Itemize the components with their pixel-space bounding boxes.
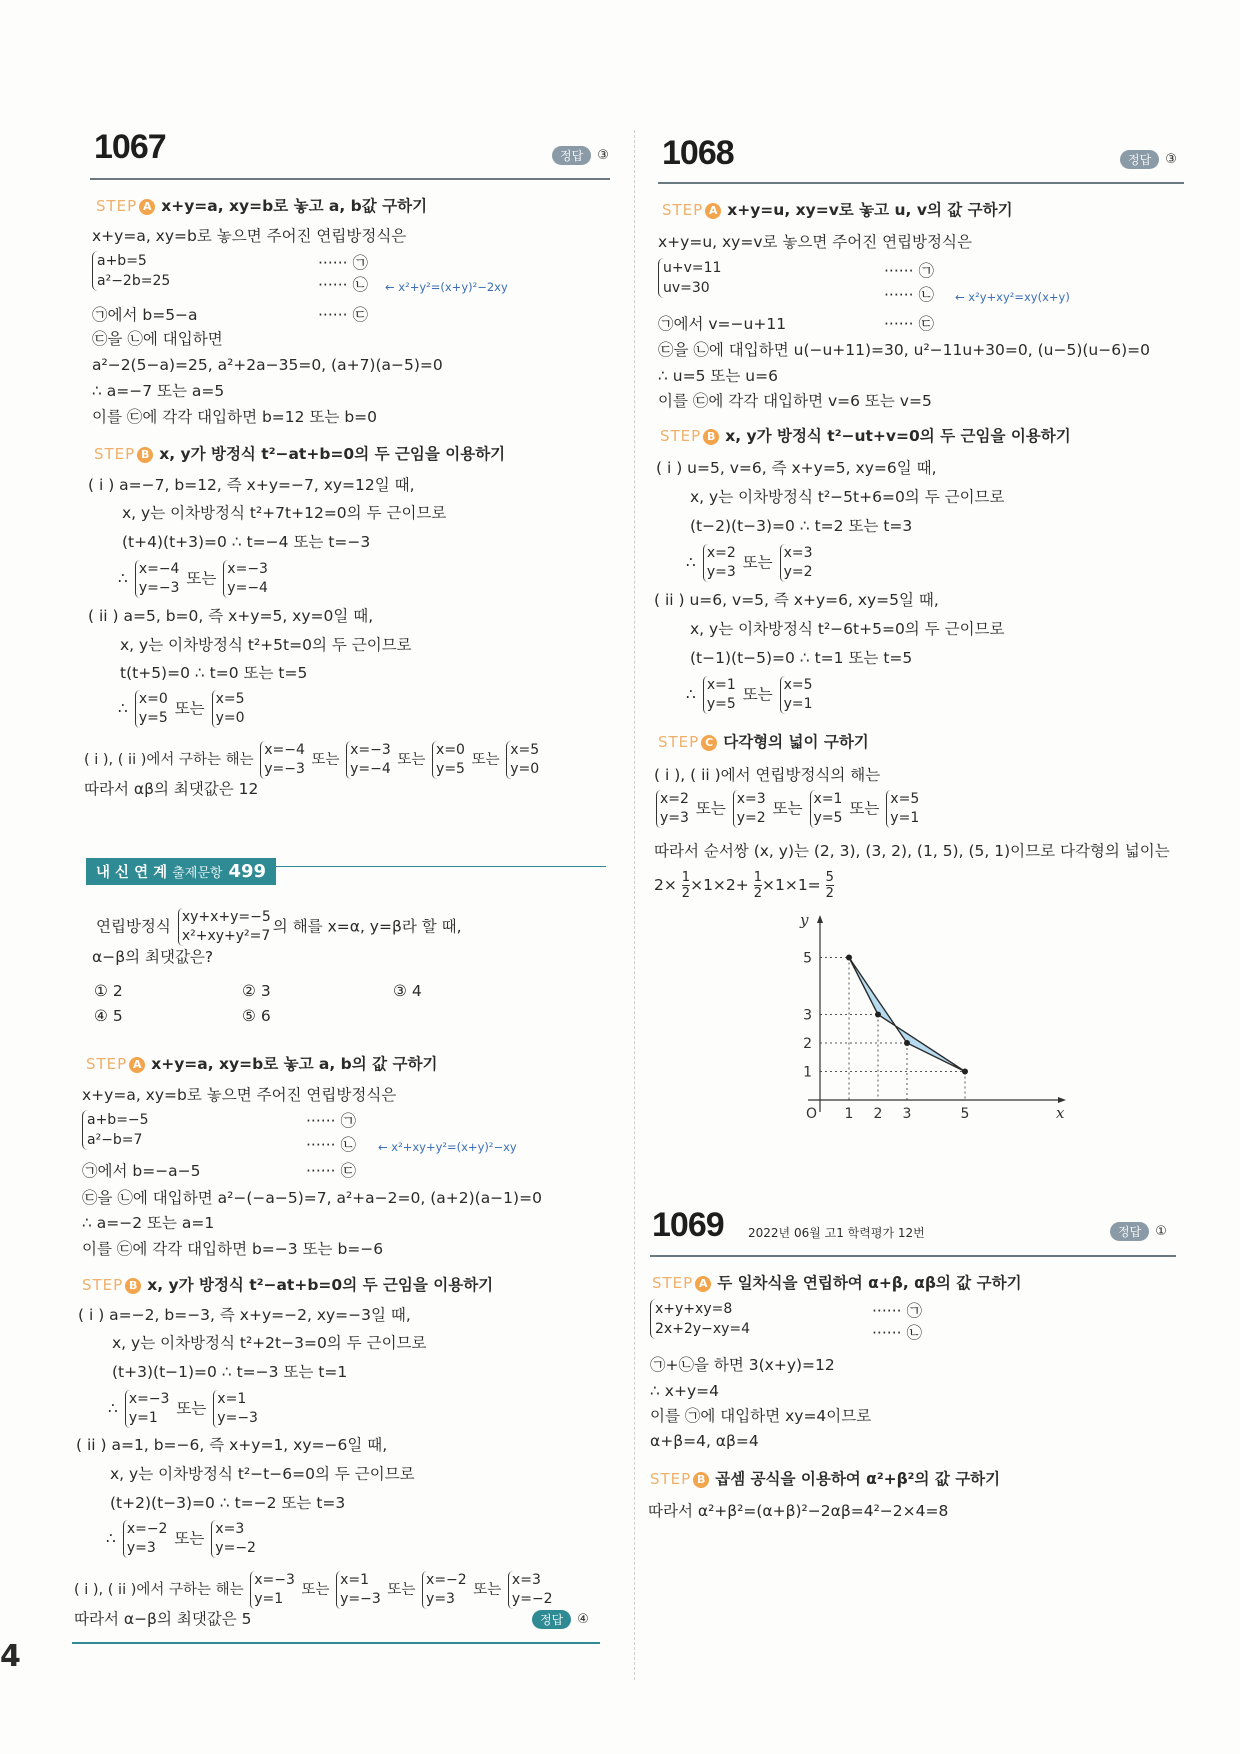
choice-3: ③ 4: [393, 982, 422, 1000]
line: x, y는 이차방정식 t²+5t=0의 두 근이므로: [120, 636, 412, 654]
line: x+y=a, xy=b로 놓으면 주어진 연립방정식은: [92, 227, 407, 245]
line: (t+4)(t+3)=0 ∴ t=−4 또는 t=−3: [122, 533, 371, 551]
formula-note: ← x²+y²=(x+y)²−2xy: [385, 280, 508, 294]
line: ∴ a=−2 또는 a=1: [82, 1214, 215, 1232]
x-axis-arrow: [1058, 1097, 1066, 1103]
step-c-1068: STEP C 다각형의 넓이 구하기: [658, 733, 869, 751]
answer-value: ①: [1155, 1224, 1167, 1239]
area-formula: $2\times \frac{1}{2}$ $\times 1\times 2+ \frac{1}{2}$ $\times 1\times 1= \frac{5}{2}$: [654, 870, 834, 901]
answer-label: 정답: [1110, 1222, 1149, 1241]
system-1069: x+y+xy=8 2x+2y−xy=4: [650, 1299, 750, 1339]
line: ( i ) a=−7, b=12, 즉 x+y=−7, xy=12일 때,: [88, 476, 415, 494]
line: ( i ), ( ii )에서 연립방정식의 해는: [654, 766, 881, 784]
answer-badge-ref: [532, 1610, 589, 1629]
step-b-1068: STEP B x, y가 방정식 t²−ut+v=0의 두 근임을 이용하기: [660, 427, 1071, 445]
line: ∴ u=5 또는 u=6: [658, 367, 778, 385]
origin-label: O: [806, 1106, 818, 1122]
line: 따라서 α²+β²=(α+β)²−2αβ=4²−2×4=8: [648, 1502, 949, 1520]
line: x, y는 이차방정식 t²−5t+6=0의 두 근이므로: [690, 488, 1005, 506]
problem-number-1069: 1069: [652, 1206, 724, 1244]
line: ∴ a=−7 또는 a=5: [92, 382, 225, 400]
polygon-graph: [770, 900, 1070, 1130]
data-point: [875, 1012, 881, 1018]
bottom-rule: [72, 1642, 600, 1644]
answer-label: 정답: [552, 146, 591, 165]
step-b-1069: STEP B 곱셈 공식을 이용하여 α²+β²의 값 구하기: [650, 1470, 1001, 1488]
x-axis-label: x: [1056, 1104, 1065, 1122]
y-axis-label: y: [800, 911, 809, 929]
choice-2: ② 3: [242, 982, 271, 1000]
line: 따라서 순서쌍 (x, y)는 (2, 3), (3, 2), (1, 5), (5, 1)이므로 다각형의 넓이는: [654, 842, 1170, 860]
x-tick-label: 2: [873, 1106, 883, 1122]
line: α+β=4, αβ=4: [650, 1432, 759, 1450]
line: ( ii ) a=5, b=0, 즉 x+y=5, xy=0일 때,: [88, 607, 374, 625]
system-ref: a+b=−5 a²−b=7: [82, 1110, 149, 1150]
step-a-ref: STEP A x+y=a, xy=b로 놓고 a, b의 값 구하기: [86, 1055, 438, 1073]
choice-4: ④ 5: [94, 1007, 123, 1025]
answer-value: ③: [597, 148, 609, 163]
data-point: [962, 1069, 968, 1075]
step-a-1068: STEP A x+y=u, xy=v로 놓고 u, v의 값 구하기: [662, 201, 1013, 219]
line: ㉢을 ㉡에 대입하면 u(−u+11)=30, u²−11u+30=0, (u−5)(u−6)=0: [658, 341, 1150, 359]
line: ( ii ) a=1, b=−6, 즉 x+y=1, xy=−6일 때,: [76, 1436, 388, 1454]
line: t(t+5)=0 ∴ t=0 또는 t=5: [120, 664, 308, 682]
header-rule-1069: [650, 1255, 1176, 1257]
eq-marker: ······ ㉢: [884, 315, 934, 333]
line: (t+2)(t−3)=0 ∴ t=−2 또는 t=3: [110, 1494, 346, 1512]
column-divider: [634, 130, 635, 1680]
line: x, y는 이차방정식 t²+2t−3=0의 두 근이므로: [112, 1334, 427, 1352]
conclusion-ref: 따라서 α−β의 최댓값은 5: [74, 1610, 252, 1628]
x-tick-label: 5: [960, 1106, 970, 1122]
x-tick-label: 1: [844, 1106, 854, 1122]
step-b-1067: STEP B x, y가 방정식 t²−at+b=0의 두 근임을 이용하기: [94, 445, 506, 463]
page-number: 4: [0, 1639, 21, 1674]
line: ( i ) a=−2, b=−3, 즉 x+y=−2, xy=−3일 때,: [78, 1306, 411, 1324]
system-1067: a+b=5 a²−2b=25: [92, 251, 170, 291]
all-solutions-1068: x=2 y=3 또는 x=3 y=2 또는 x=1 y=5 또는 x=5 y=1: [654, 790, 921, 828]
conclusion-1067: 따라서 αβ의 최댓값은 12: [84, 780, 259, 798]
ref-question: 연립방정식 xy+x+y=−5 x²+xy+y²=7 의 해를 x=α, y=β라 할 때,: [96, 909, 462, 944]
solution-pair: ∴ x=−3 y=1 또는 x=1 y=−3: [108, 1391, 258, 1426]
line: ㉠에서 b=−a−5: [82, 1162, 201, 1180]
problem-number-1068: 1068: [662, 134, 734, 172]
line: ㉢을 ㉡에 대입하면: [92, 330, 223, 348]
eq-marker: ······ ㉢: [306, 1162, 356, 1180]
answer-badge-1068: [1120, 150, 1177, 169]
formula-note: ← x²+xy+y²=(x+y)²−xy: [378, 1140, 517, 1154]
eq-marker: ······ ㉠: [306, 1112, 356, 1130]
choice-1: ① 2: [94, 982, 123, 1000]
eq-marker: ······ ㉢: [318, 306, 368, 324]
all-solutions-ref: ( i ), ( ii )에서 구하는 해는 x=−3 y=1 또는 x=1 y=−3 또는 x=−2 y=3 또는 x=3 y=−2: [74, 1572, 553, 1607]
data-point: [846, 955, 852, 961]
line: x+y=u, xy=v로 놓으면 주어진 연립방정식은: [658, 233, 972, 251]
answer-badge-1069: [1110, 1222, 1167, 1241]
answer-badge-1067: [552, 146, 609, 165]
line: 이를 ㉢에 각각 대입하면 b=−3 또는 b=−6: [82, 1240, 384, 1258]
y-tick-label: 2: [803, 1036, 812, 1052]
eq-marker: ······ ㉡: [872, 1324, 922, 1342]
line: x, y는 이차방정식 t²+7t+12=0의 두 근이므로: [122, 504, 447, 522]
line: a²−2(5−a)=25, a²+2a−35=0, (a+7)(a−5)=0: [92, 356, 443, 374]
data-point: [904, 1040, 910, 1046]
problem-number-1067: 1067: [94, 128, 166, 166]
eq-marker: ······ ㉡: [884, 286, 934, 304]
answer-value: ④: [577, 1612, 589, 1627]
answer-label: 정답: [532, 1610, 571, 1629]
line: ㉠+㉡을 하면 3(x+y)=12: [650, 1356, 835, 1374]
y-tick-label: 5: [803, 950, 812, 967]
ref-question-line: α−β의 최댓값은?: [92, 948, 214, 966]
problem-source: 2022년 06월 고1 학력평가 12번: [748, 1226, 925, 1240]
answer-label: 정답: [1120, 150, 1159, 169]
solution-pair: ∴ x=−2 y=3 또는 x=3 y=−2: [106, 1521, 256, 1556]
solution-pair: ∴ x=1 y=5 또는 x=5 y=1: [686, 677, 813, 712]
answer-value: ③: [1165, 152, 1177, 167]
eq-marker: ······ ㉠: [318, 254, 368, 272]
step-b-ref: STEP B x, y가 방정식 t²−at+b=0의 두 근임을 이용하기: [82, 1276, 494, 1294]
system-1068: u+v=11 uv=30: [658, 258, 721, 298]
line: ( ii ) u=6, v=5, 즉 x+y=6, xy=5일 때,: [654, 591, 939, 609]
line: ( i ) u=5, v=6, 즉 x+y=5, xy=6일 때,: [656, 459, 937, 477]
line: 이를 ㉠에 대입하면 xy=4이므로: [650, 1407, 872, 1425]
y-tick-label: 3: [803, 1007, 812, 1024]
line: ∴ x+y=4: [650, 1382, 719, 1400]
x-tick-label: 3: [902, 1106, 912, 1122]
y-axis-arrow: [817, 915, 823, 923]
eq-marker: ······ ㉠: [872, 1302, 922, 1320]
line: ㉠에서 v=−u+11: [658, 315, 787, 333]
line: (t−1)(t−5)=0 ∴ t=1 또는 t=5: [690, 649, 913, 667]
solution-pair: ∴ x=−4 y=−3 또는 x=−3 y=−4: [118, 561, 268, 596]
eq-marker: ······ ㉠: [884, 262, 934, 280]
line: ㉠에서 b=5−a: [92, 306, 198, 324]
eq-marker: ······ ㉡: [318, 276, 368, 294]
step-a-1067: STEP A x+y=a, xy=b로 놓고 a, b값 구하기: [96, 197, 428, 215]
line: (t+3)(t−1)=0 ∴ t=−3 또는 t=1: [112, 1363, 348, 1381]
line: 이를 ㉢에 각각 대입하면 b=12 또는 b=0: [92, 408, 378, 426]
line: x+y=a, xy=b로 놓으면 주어진 연립방정식은: [82, 1086, 397, 1104]
ref-header: 내 신 연 계 출제문항 499: [86, 858, 276, 885]
choice-5: ⑤ 6: [242, 1007, 271, 1025]
all-solutions-1067: ( i ), ( ii )에서 구하는 해는 x=−4 y=−3 또는 x=−3 y=−4 또는 x=0 y=5 또는 x=5 y=0: [84, 742, 540, 777]
y-tick-label: 1: [803, 1064, 812, 1081]
line: x, y는 이차방정식 t²−t−6=0의 두 근이므로: [110, 1465, 415, 1483]
solution-pair: ∴ x=0 y=5 또는 x=5 y=0: [118, 691, 245, 726]
header-rule-1067: [90, 178, 610, 180]
line: x, y는 이차방정식 t²−6t+5=0의 두 근이므로: [690, 620, 1005, 638]
solution-pair: ∴ x=2 y=3 또는 x=3 y=2: [686, 545, 813, 580]
line: ㉢을 ㉡에 대입하면 a²−(−a−5)=7, a²+a−2=0, (a+2)(a−1)=0: [82, 1189, 542, 1207]
step-a-1069: STEP A 두 일차식을 연립하여 α+β, αβ의 값 구하기: [652, 1274, 1022, 1292]
line: 이를 ㉢에 각각 대입하면 v=6 또는 v=5: [658, 392, 932, 410]
eq-marker: ······ ㉡: [306, 1136, 356, 1154]
header-rule-1068: [658, 182, 1184, 184]
line: (t−2)(t−3)=0 ∴ t=2 또는 t=3: [690, 517, 913, 535]
formula-note: ← x²y+xy²=xy(x+y): [955, 290, 1070, 304]
